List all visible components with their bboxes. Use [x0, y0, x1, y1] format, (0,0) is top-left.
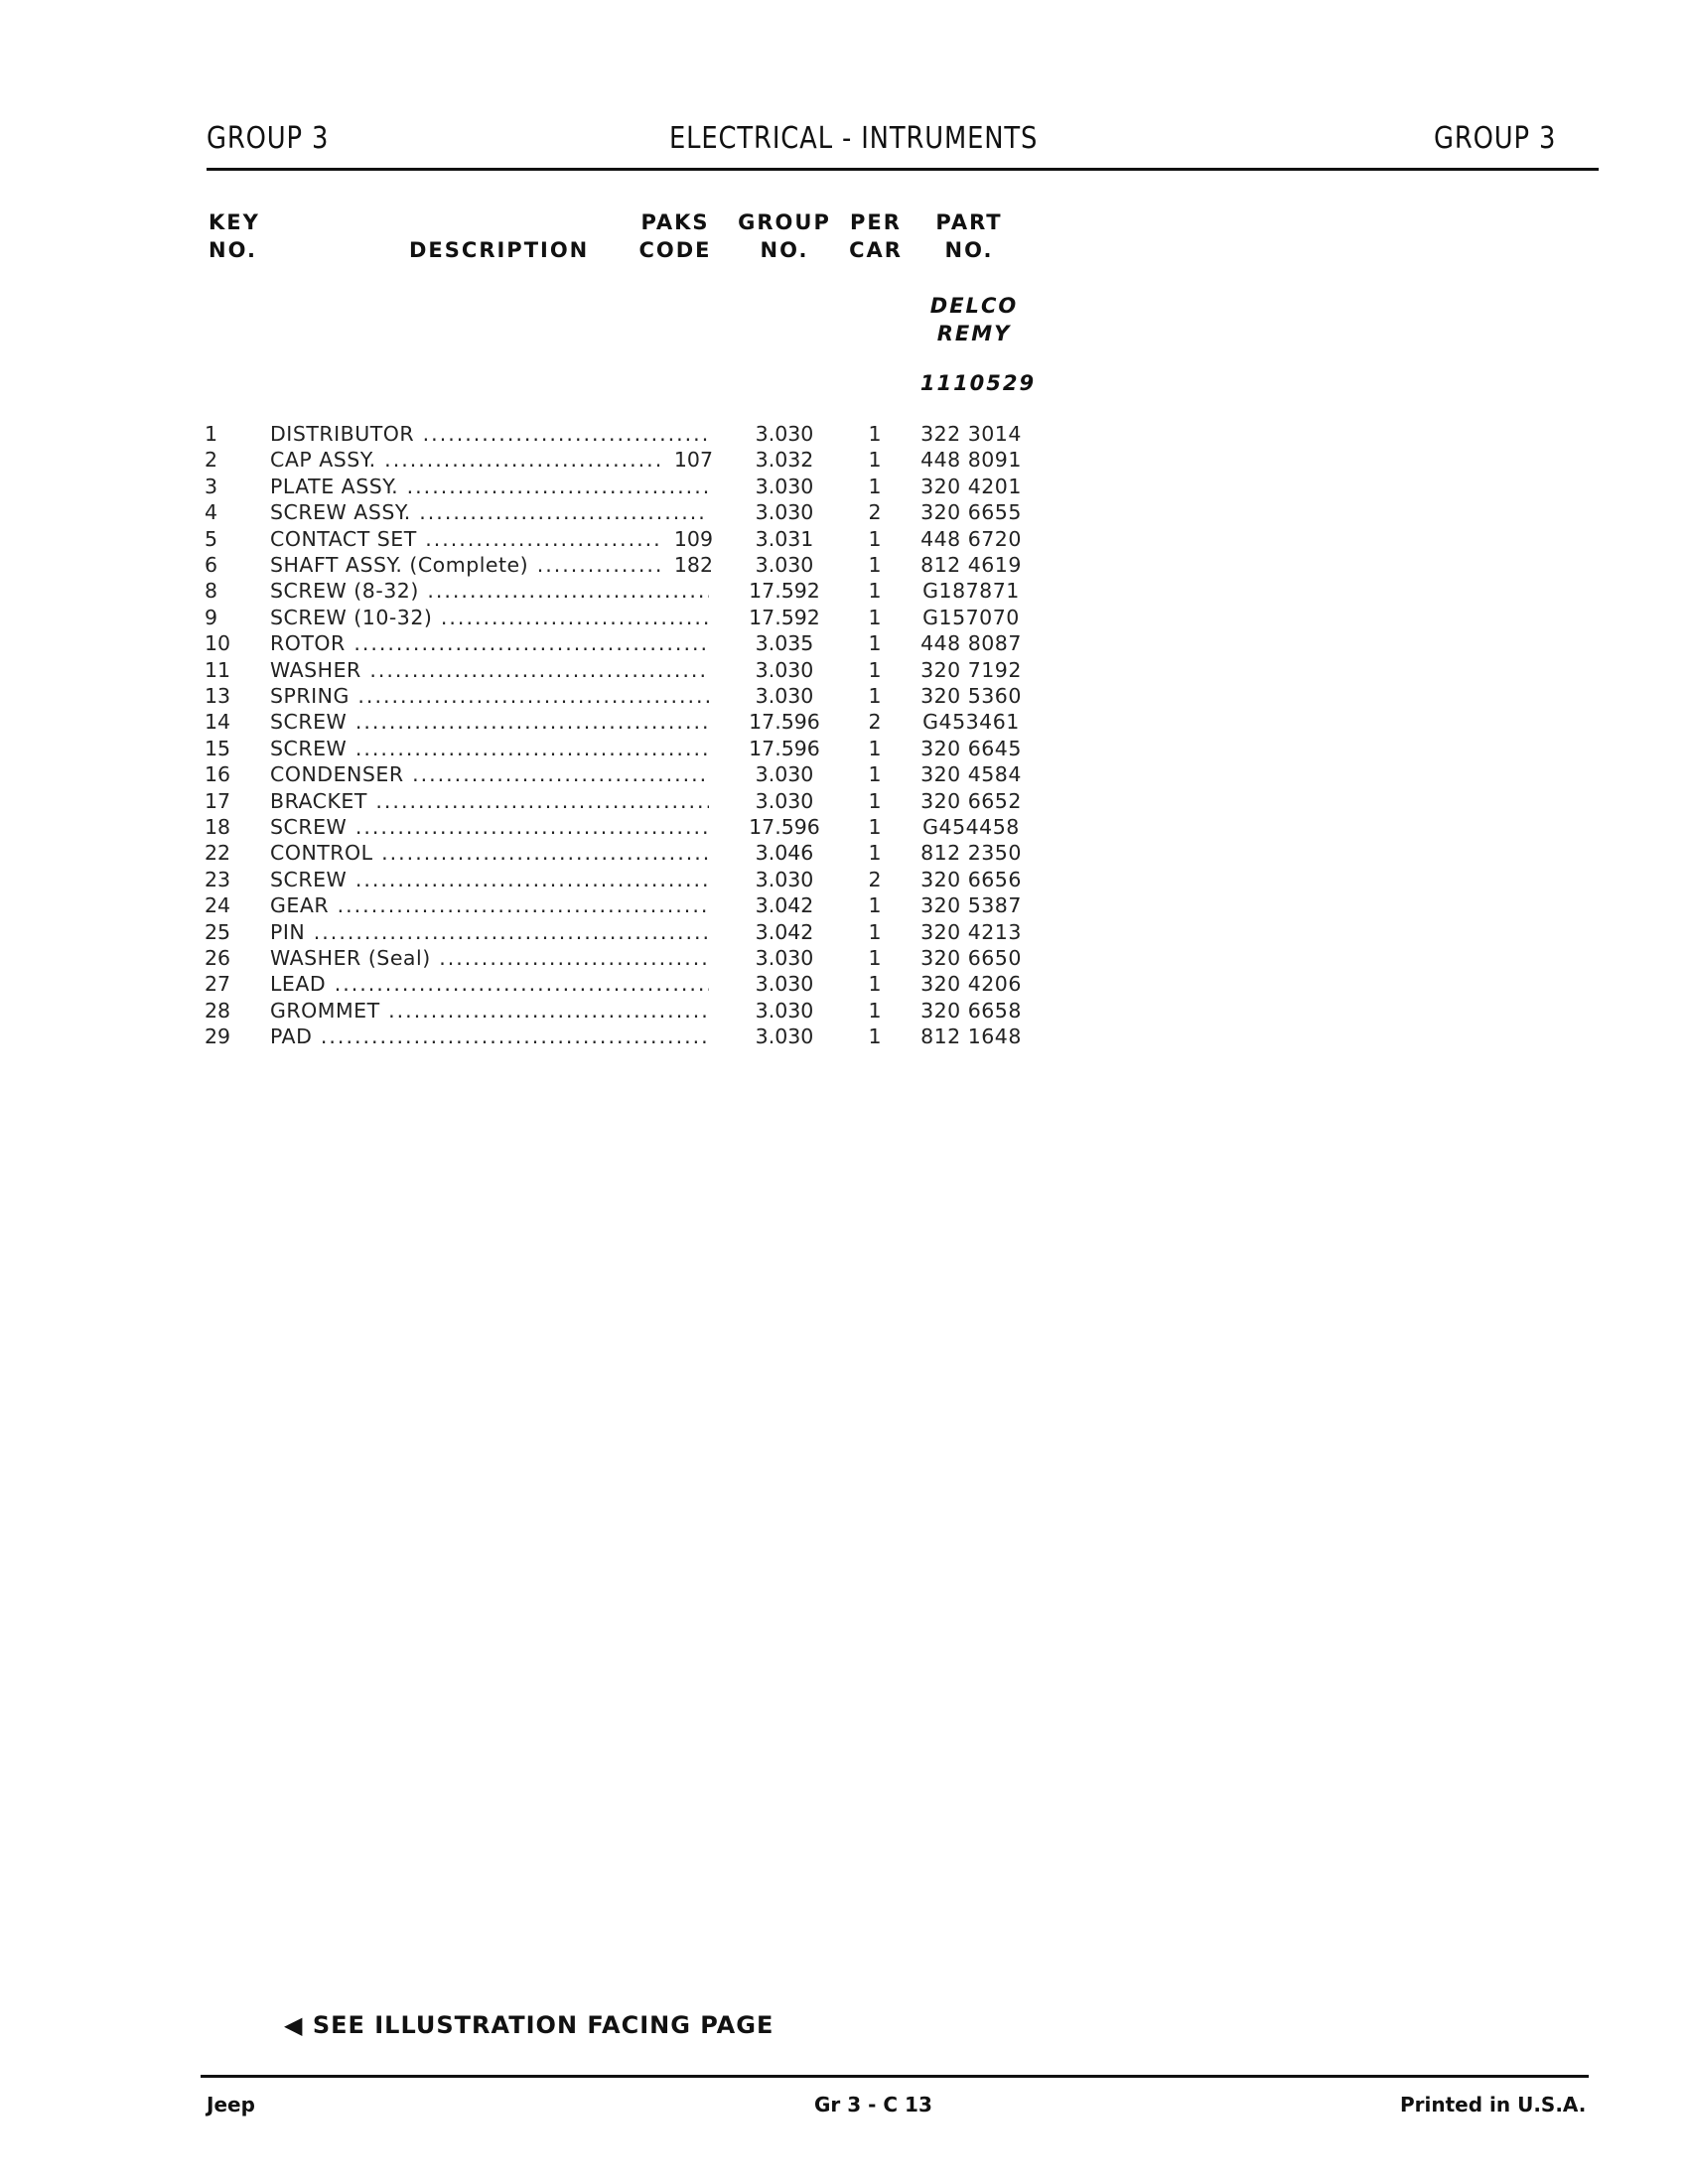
- col-header-description: DESCRIPTION: [409, 238, 590, 262]
- per-car-cell: 1: [868, 788, 882, 813]
- part-no-cell: 448 8091: [920, 448, 1022, 473]
- col-header-per-car: [844, 208, 908, 264]
- table-row: [0, 736, 1092, 761]
- part-no-cell: 320 4201: [920, 474, 1022, 498]
- group-no-cell: 3.030: [755, 762, 814, 787]
- part-no-cell: 320 5387: [920, 893, 1022, 918]
- group-no-cell: 3.046: [755, 841, 814, 866]
- part-no-cell: 812 2350: [920, 841, 1022, 866]
- per-car-cell: 1: [868, 998, 882, 1023]
- description-cell: BRACKET .....: [270, 788, 709, 814]
- col-header-key-line1: KEY: [209, 210, 260, 234]
- table-row: [0, 683, 1092, 709]
- per-car-cell: 1: [868, 422, 882, 446]
- part-no-cell: 320 6645: [920, 736, 1022, 760]
- key-no-cell: 2: [205, 448, 218, 473]
- key-no-cell: 18: [205, 815, 231, 839]
- header-rule: [207, 168, 1599, 171]
- per-car-cell: 1: [868, 579, 882, 604]
- key-no-cell: 27: [205, 972, 231, 997]
- table-row: [0, 709, 1092, 735]
- col-header-part-no: [919, 208, 1019, 264]
- table-row: [0, 892, 1092, 918]
- description-cell: SCREW (10-32) .....: [270, 605, 709, 630]
- col-header-group-line2: NO.: [760, 238, 809, 262]
- description-cell: SCREW .....: [270, 709, 709, 735]
- key-no-cell: 25: [205, 919, 231, 944]
- key-no-cell: 24: [205, 893, 231, 918]
- part-no-cell: G453461: [922, 710, 1020, 735]
- key-no-cell: 6: [205, 553, 218, 577]
- description-cell: GEAR .....: [270, 892, 709, 918]
- per-car-cell: 1: [868, 946, 882, 970]
- per-car-cell: 1: [868, 919, 882, 944]
- part-no-cell: G454458: [922, 815, 1020, 839]
- header-group-right: GROUP 3: [1434, 121, 1557, 156]
- table-row: [0, 657, 1092, 683]
- paks-code-cell: 109: [661, 526, 713, 552]
- paks-code-cell: 182: [661, 552, 713, 578]
- group-no-cell: 17.592: [749, 579, 820, 604]
- table-row: [0, 578, 1092, 604]
- key-no-cell: 1: [205, 422, 218, 446]
- description-cell: CONTACT SET .....: [270, 526, 709, 552]
- key-no-cell: 26: [205, 946, 231, 970]
- table-row: [0, 919, 1092, 945]
- model-number: 1110529: [919, 371, 1037, 395]
- description-cell: WASHER (Seal) .....: [270, 945, 709, 971]
- group-no-cell: 3.030: [755, 972, 814, 997]
- part-no-cell: 320 6650: [920, 946, 1022, 970]
- footer-printed: Printed in U.S.A.: [1400, 2093, 1587, 2116]
- per-car-cell: 1: [868, 736, 882, 760]
- group-no-cell: 17.596: [749, 710, 820, 735]
- header-title: ELECTRICAL - INTRUMENTS: [669, 121, 1039, 156]
- col-header-part-line2: NO.: [944, 238, 994, 262]
- key-no-cell: 28: [205, 998, 231, 1023]
- description-cell: PLATE ASSY. .....: [270, 474, 709, 499]
- group-no-cell: 3.030: [755, 474, 814, 498]
- per-car-cell: 1: [868, 1024, 882, 1049]
- col-header-paks-code: [635, 208, 715, 264]
- table-row: [0, 421, 1092, 447]
- key-no-cell: 4: [205, 500, 218, 525]
- key-no-cell: 11: [205, 657, 231, 682]
- part-no-cell: 812 4619: [920, 553, 1022, 577]
- group-no-cell: 3.030: [755, 500, 814, 525]
- footer-rule: [201, 2075, 1589, 2078]
- per-car-cell: 1: [868, 657, 882, 682]
- per-car-cell: 2: [868, 867, 882, 891]
- key-no-cell: 13: [205, 684, 231, 708]
- description-cell: SCREW (8-32) .....: [270, 578, 709, 604]
- key-no-cell: 14: [205, 710, 231, 735]
- group-no-cell: 3.042: [755, 893, 814, 918]
- group-no-cell: 3.031: [755, 526, 814, 551]
- description-cell: GROMMET .....: [270, 998, 709, 1024]
- manufacturer-line1: DELCO: [929, 294, 1019, 318]
- key-no-cell: 17: [205, 788, 231, 813]
- description-cell: CONTROL .....: [270, 840, 709, 866]
- part-no-cell: 320 6655: [920, 500, 1022, 525]
- description-cell: SCREW .....: [270, 867, 709, 892]
- description-cell: CAP ASSY. .....: [270, 447, 709, 473]
- col-header-part-line1: PART: [935, 210, 1003, 234]
- table-row: [0, 526, 1092, 552]
- group-no-cell: 3.030: [755, 684, 814, 708]
- key-no-cell: 16: [205, 762, 231, 787]
- table-row: [0, 552, 1092, 578]
- key-no-cell: 22: [205, 841, 231, 866]
- group-no-cell: 3.035: [755, 631, 814, 656]
- group-no-cell: 17.596: [749, 736, 820, 760]
- table-row: [0, 499, 1092, 525]
- part-no-cell: 320 6652: [920, 788, 1022, 813]
- part-no-cell: 320 4584: [920, 762, 1022, 787]
- table-row: [0, 867, 1092, 892]
- description-cell: SPRING .....: [270, 683, 709, 709]
- part-no-cell: 812 1648: [920, 1024, 1022, 1049]
- manufacturer-name: [919, 292, 1029, 347]
- col-header-group-no: [735, 208, 834, 264]
- paks-code-cell: 107: [661, 447, 713, 473]
- per-car-cell: 1: [868, 841, 882, 866]
- header-group-left: GROUP 3: [207, 121, 330, 156]
- table-row: [0, 814, 1092, 840]
- table-row: [0, 630, 1092, 656]
- key-no-cell: 5: [205, 526, 218, 551]
- per-car-cell: 2: [868, 710, 882, 735]
- description-cell: WASHER .....: [270, 657, 709, 683]
- col-header-key-no: [209, 208, 260, 264]
- table-row: [0, 998, 1092, 1024]
- group-no-cell: 3.030: [755, 788, 814, 813]
- group-no-cell: 3.032: [755, 448, 814, 473]
- per-car-cell: 2: [868, 500, 882, 525]
- key-no-cell: 8: [205, 579, 218, 604]
- key-no-cell: 29: [205, 1024, 231, 1049]
- table-row: [0, 788, 1092, 814]
- table-row: [0, 945, 1092, 971]
- table-row: [0, 840, 1092, 866]
- description-cell: SCREW ASSY. .....: [270, 499, 709, 525]
- footer-page-ref: Gr 3 - C 13: [814, 2093, 932, 2116]
- col-header-per-line2: CAR: [849, 238, 903, 262]
- per-car-cell: 1: [868, 631, 882, 656]
- description-cell: PAD .....: [270, 1024, 709, 1049]
- per-car-cell: 1: [868, 526, 882, 551]
- table-row: [0, 1024, 1092, 1049]
- per-car-cell: 1: [868, 448, 882, 473]
- group-no-cell: 17.592: [749, 605, 820, 629]
- description-cell: ROTOR .....: [270, 630, 709, 656]
- col-header-per-line1: PER: [850, 210, 902, 234]
- per-car-cell: 1: [868, 762, 882, 787]
- part-no-cell: 448 8087: [920, 631, 1022, 656]
- group-no-cell: 3.030: [755, 998, 814, 1023]
- col-header-paks-line2: CODE: [638, 238, 712, 262]
- group-no-cell: 3.042: [755, 919, 814, 944]
- col-header-group-line1: GROUP: [738, 210, 831, 234]
- key-no-cell: 15: [205, 736, 231, 760]
- table-row: [0, 971, 1092, 997]
- description-cell: DISTRIBUTOR .....: [270, 421, 709, 447]
- group-no-cell: 3.030: [755, 422, 814, 446]
- key-no-cell: 23: [205, 867, 231, 891]
- per-car-cell: 1: [868, 972, 882, 997]
- description-cell: SCREW .....: [270, 736, 709, 761]
- per-car-cell: 1: [868, 553, 882, 577]
- see-illustration-note: ◀ SEE ILLUSTRATION FACING PAGE: [284, 2011, 774, 2039]
- key-no-cell: 10: [205, 631, 231, 656]
- group-no-cell: 3.030: [755, 553, 814, 577]
- manufacturer-line2: REMY: [936, 322, 1012, 345]
- part-no-cell: G157070: [922, 605, 1020, 629]
- key-no-cell: 9: [205, 605, 218, 629]
- col-header-paks-line1: PAKS: [640, 210, 710, 234]
- table-row: [0, 605, 1092, 630]
- group-no-cell: 17.596: [749, 815, 820, 839]
- footer-brand: Jeep: [207, 2093, 255, 2116]
- per-car-cell: 1: [868, 605, 882, 629]
- part-no-cell: 320 4213: [920, 919, 1022, 944]
- per-car-cell: 1: [868, 893, 882, 918]
- per-car-cell: 1: [868, 474, 882, 498]
- part-no-cell: 320 6658: [920, 998, 1022, 1023]
- description-cell: CONDENSER .....: [270, 761, 709, 787]
- part-no-cell: 322 3014: [920, 422, 1022, 446]
- group-no-cell: 3.030: [755, 1024, 814, 1049]
- part-no-cell: 320 5360: [920, 684, 1022, 708]
- part-no-cell: 320 4206: [920, 972, 1022, 997]
- key-no-cell: 3: [205, 474, 218, 498]
- per-car-cell: 1: [868, 684, 882, 708]
- table-row: [0, 761, 1092, 787]
- description-cell: PIN .....: [270, 919, 709, 945]
- table-row: [0, 474, 1092, 499]
- part-no-cell: 448 6720: [920, 526, 1022, 551]
- group-no-cell: 3.030: [755, 657, 814, 682]
- per-car-cell: 1: [868, 815, 882, 839]
- description-cell: LEAD .....: [270, 971, 709, 997]
- table-row: [0, 447, 1092, 473]
- part-no-cell: 320 6656: [920, 867, 1022, 891]
- group-no-cell: 3.030: [755, 946, 814, 970]
- part-no-cell: 320 7192: [920, 657, 1022, 682]
- group-no-cell: 3.030: [755, 867, 814, 891]
- description-cell: SHAFT ASSY. (Complete) .....: [270, 552, 709, 578]
- description-cell: SCREW .....: [270, 814, 709, 840]
- col-header-key-line2: NO.: [209, 238, 257, 262]
- part-no-cell: G187871: [922, 579, 1020, 604]
